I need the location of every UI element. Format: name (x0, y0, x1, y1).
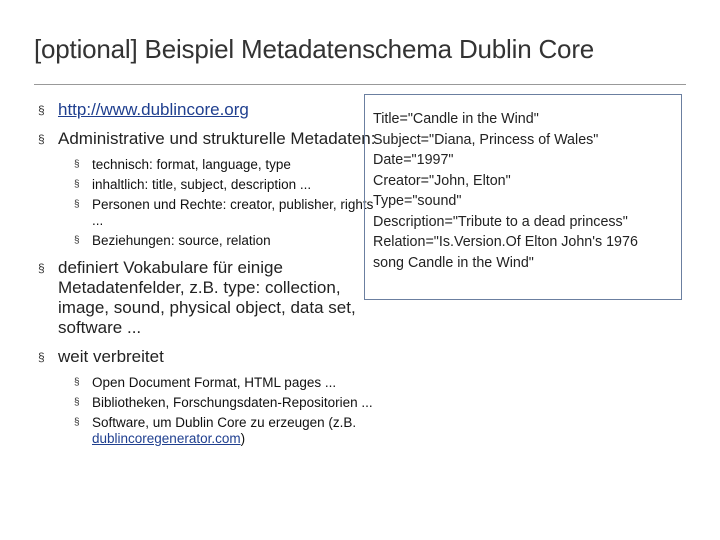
bullet-item (38, 129, 378, 249)
record-line: Relation="Is.Version.Of Elton John's 1976 (373, 234, 638, 250)
record-line: Title="Candle in the Wind" (373, 111, 539, 127)
bullet-item (38, 100, 378, 120)
bullet-text: Administrative und strukturelle Metadaten: (58, 129, 376, 148)
bullet-icon: § (38, 132, 45, 146)
sub-bullet-text: Software, um Dublin Core zu erzeugen (z.B. (92, 415, 357, 430)
bullet-icon: § (74, 417, 80, 428)
sub-bullet-item (74, 177, 378, 193)
sub-bullet-item (74, 233, 378, 249)
record-line: song Candle in the Wind" (373, 254, 534, 271)
sub-bullet-item (74, 395, 378, 411)
title-divider (34, 84, 686, 85)
slide-title: [optional] Beispiel Metadatenschema Dublin Core (34, 34, 595, 64)
record-line: Type="sound" (373, 193, 462, 209)
sub-bullet-item (74, 375, 378, 391)
sub-bullet-text: Beziehungen: source, relation (92, 233, 271, 248)
sub-bullet-text: Open Document Format, HTML pages ... (92, 375, 337, 390)
bullet-icon: § (38, 103, 45, 117)
bullet-icon: § (74, 199, 80, 210)
sub-bullet-item (74, 197, 378, 229)
record-line: Subject="Diana, Princess of Wales" (373, 131, 599, 148)
dublincoregenerator-link[interactable]: dublincoregenerator.com (92, 431, 241, 446)
bullet-text: weit verbreitet (58, 347, 164, 366)
bullet-icon: § (74, 179, 80, 190)
bullet-icon: § (74, 397, 80, 408)
bullet-icon: § (74, 159, 80, 170)
bullet-item (38, 258, 378, 338)
example-record-box (364, 94, 682, 300)
sub-bullet-text: Personen und Rechte: creator, publisher, rights ... (92, 197, 374, 228)
sub-bullet-suffix: ) (240, 431, 246, 446)
bullet-icon: § (38, 350, 45, 364)
sub-bullet-text: technisch: format, language, type (92, 157, 291, 172)
bullet-list (38, 100, 378, 449)
bullet-icon: § (38, 261, 45, 275)
sub-bullet-text: Bibliotheken, Forschungsdaten-Repositorien ... (92, 395, 373, 410)
bullet-item (38, 347, 378, 447)
record-line: Creator="John, Elton" (373, 172, 511, 189)
bullet-icon: § (74, 377, 80, 388)
bullet-text: definiert Vokabulare für einige Metadatenfelder, z.B. type: collection, image, sound, physical object, data set, software ... (58, 258, 356, 337)
sub-bullet-item (74, 157, 378, 173)
sub-bullet-text: inhaltlich: title, subject, description ... (92, 177, 312, 192)
bullet-icon: § (74, 235, 80, 246)
sub-bullet-item (74, 415, 378, 447)
dublincore-link[interactable]: http://www.dublincore.org (58, 100, 249, 119)
record-line: Date="1997" (373, 152, 454, 168)
record-line: Description="Tribute to a dead princess" (373, 213, 628, 230)
